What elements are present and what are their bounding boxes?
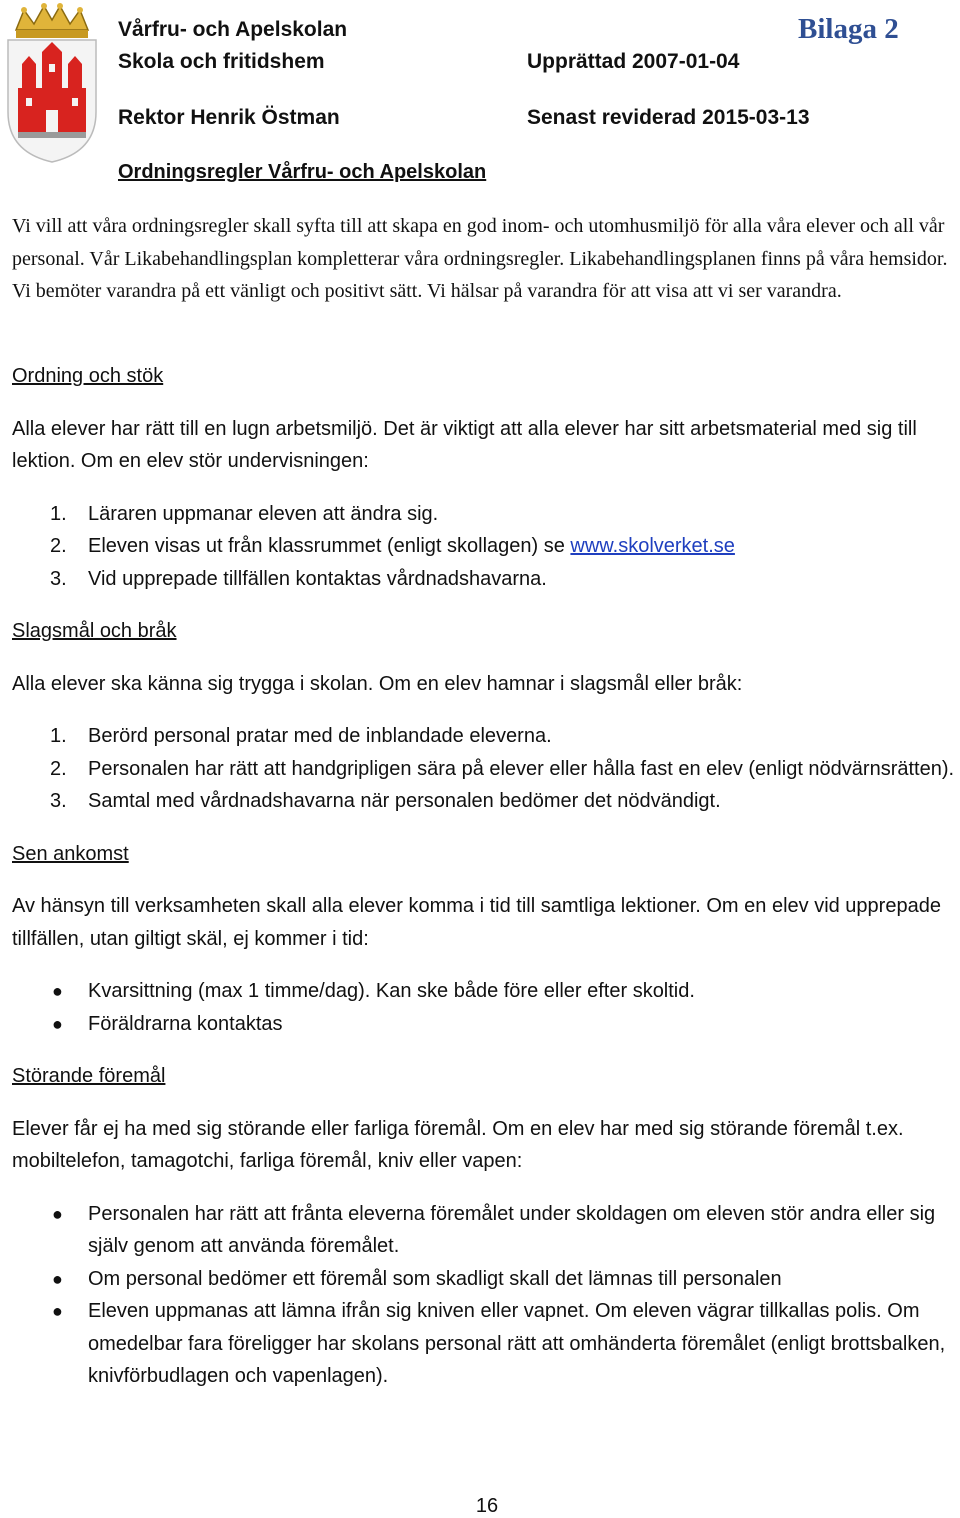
school-name: Vårfru- och Apelskolan bbox=[118, 18, 348, 41]
created-date: Upprättad 2007-01-04 bbox=[527, 50, 740, 73]
list-item-text: Kvarsittning (max 1 timme/dag). Kan ske både före eller efter skoltid. bbox=[88, 980, 695, 1002]
bullet-icon: ● bbox=[52, 1013, 63, 1034]
list-marker: 1. bbox=[50, 725, 67, 747]
section-text-order: Alla elever har rätt till en lugn arbetsmiljö. Det är viktigt att alla elever har sitt arbetsmaterial med sig till lektion. Om en elev stör undervisningen: bbox=[12, 417, 917, 472]
list-item bbox=[12, 530, 960, 563]
intro-paragraph: Vi vill att våra ordningsregler skall syfta till att skapa en god inom- och utomhusmiljö för alla våra elever och all vår personal. Vår Likabehandlingsplan kompletterar våra ordningsregler. Likabehandlingsplanen finns på våra hemsidor. Vi bemöter varandra på ett vänligt och positivt sätt. Vi hälsar på varandra för att visa att vi ser varandra. bbox=[12, 215, 948, 302]
list-marker: 3. bbox=[50, 790, 67, 812]
document-body bbox=[12, 360, 960, 1413]
list-item-text: Berörd personal pratar med de inblandade eleverna. bbox=[88, 725, 552, 747]
list-item bbox=[12, 975, 960, 1008]
bullet-icon: ● bbox=[52, 1268, 63, 1289]
section-text-late: Av hänsyn till verksamheten skall alla elever komma i tid till samtliga lektioner. Om en elev vid upprepade tillfällen, utan giltigt skäl, ej kommer i tid: bbox=[12, 895, 941, 950]
list-item bbox=[12, 1198, 960, 1263]
bullet-icon: ● bbox=[52, 981, 63, 1001]
list-item-text: Samtal med vårdnadshavarna när personalen bedömer det nödvändigt. bbox=[88, 790, 721, 812]
list-item bbox=[12, 1263, 960, 1296]
list-item-text: Föräldrarna kontaktas bbox=[88, 1012, 283, 1035]
list-item-text: Eleven visas ut från klassrummet (enligt skollagen) se bbox=[88, 535, 571, 557]
list-item bbox=[12, 785, 960, 818]
list-marker: 2. bbox=[50, 535, 67, 557]
list-item-text: Eleven uppmanas att lämna ifrån sig kniven eller vapnet. Om eleven vägrar tillkallas polis. Om omedelbar fara föreligger har skolans personal rätt att omhänderta föremålet (enligt brottsbalken, knivförbudlagen och vapenlagen). bbox=[88, 1300, 946, 1387]
objects-list bbox=[12, 1198, 960, 1393]
order-list bbox=[12, 498, 960, 596]
list-item-text: Personalen har rätt att frånta eleverna föremålet under skoldagen om eleven stör andra eller sig själv genom att använda föremålet. bbox=[88, 1202, 936, 1257]
list-marker: 3. bbox=[50, 567, 67, 590]
list-item-text: Vid upprepade tillfällen kontaktas vårdnadshavarna. bbox=[88, 567, 547, 590]
section-heading-fights: Slagsmål och bråk bbox=[12, 620, 177, 642]
page-number: 16 bbox=[475, 1495, 499, 1517]
list-item bbox=[12, 563, 960, 596]
list-item bbox=[12, 720, 960, 753]
list-marker: 2. bbox=[50, 757, 67, 780]
list-item-text: Läraren uppmanar eleven att ändra sig. bbox=[88, 502, 439, 525]
section-heading-late: Sen ankomst bbox=[12, 842, 129, 865]
list-item-text: Om personal bedömer ett föremål som skadligt skall det lämnas till personalen bbox=[88, 1267, 782, 1290]
fights-list bbox=[12, 720, 960, 818]
list-item bbox=[12, 753, 960, 786]
municipal-crest-logo bbox=[2, 2, 102, 164]
section-heading-objects: Störande föremål bbox=[12, 1065, 166, 1087]
section-text-fights: Alla elever ska känna sig trygga i skolan. Om en elev hamnar i slagsmål eller bråk: bbox=[12, 672, 743, 695]
late-list bbox=[12, 975, 960, 1040]
skolverket-link[interactable]: www.skolverket.se bbox=[570, 535, 735, 557]
bullet-icon: ● bbox=[52, 1203, 63, 1224]
list-item-text: Personalen har rätt att handgripligen sära på elever eller hålla fast en elev (enligt nödvärnsrätten). bbox=[88, 757, 955, 780]
list-item bbox=[12, 1295, 960, 1393]
list-marker: 1. bbox=[50, 502, 67, 525]
section-text-objects: Elever får ej ha med sig störande eller farliga föremål. Om en elev har med sig störande föremål t.ex. mobiltelefon, tamagotchi, farliga föremål, kniv eller vapen: bbox=[12, 1117, 904, 1172]
principal-name: Rektor Henrik Östman bbox=[118, 106, 340, 129]
appendix-label: Bilaga 2 bbox=[798, 13, 899, 45]
document-title: Ordningsregler Vårfru- och Apelskolan bbox=[118, 161, 487, 183]
department-name: Skola och fritidshem bbox=[118, 50, 325, 73]
revised-date: Senast reviderad 2015-03-13 bbox=[527, 106, 810, 129]
list-item bbox=[12, 498, 960, 531]
section-heading-order: Ordning och stök bbox=[12, 365, 164, 387]
bullet-icon: ● bbox=[52, 1301, 63, 1321]
list-item bbox=[12, 1008, 960, 1041]
